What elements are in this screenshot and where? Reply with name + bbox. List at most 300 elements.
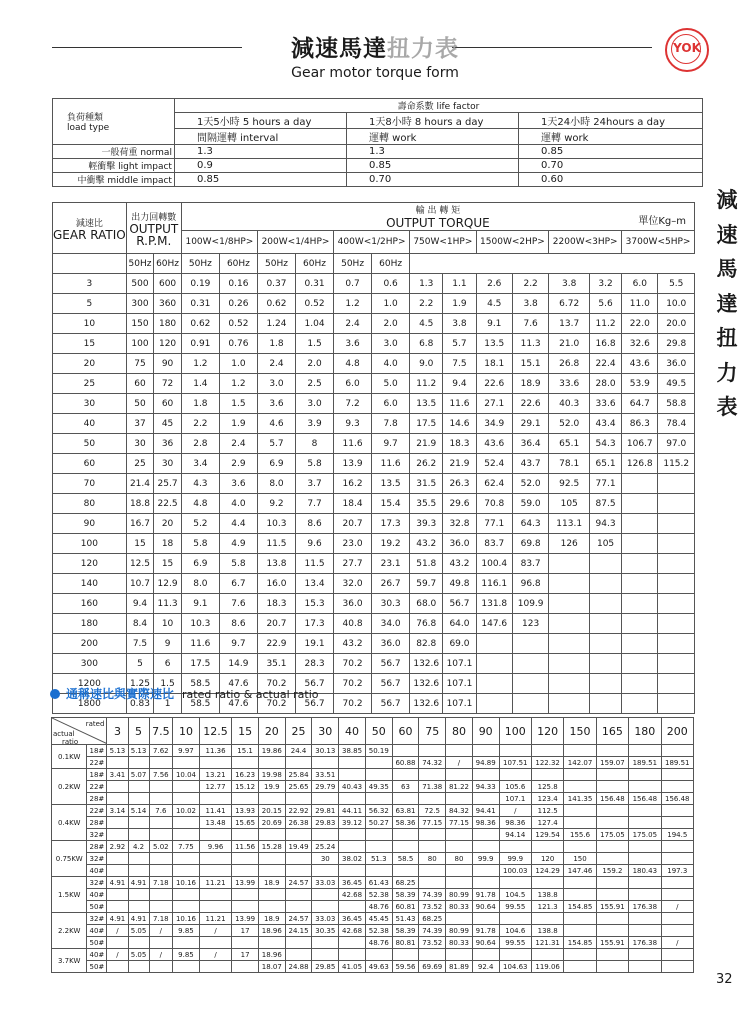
torque-cell: 25: [126, 454, 154, 474]
torque-cell: 0.76: [219, 334, 257, 354]
torque-cell: 10.0: [658, 294, 695, 314]
actual-ratio-cell: [564, 949, 596, 961]
gear-ratio-cell: 1800: [53, 694, 127, 714]
actual-ratio-cell: 18.9: [258, 877, 285, 889]
torque-cell: [590, 654, 622, 674]
torque-cell: 70.2: [334, 654, 372, 674]
torque-cell: 64.7: [622, 394, 658, 414]
torque-cell: 59.7: [410, 574, 443, 594]
torque-cell: [622, 614, 658, 634]
torque-cell: 64.0: [443, 614, 476, 634]
torque-cell: 126.8: [622, 454, 658, 474]
torque-cell: 105: [590, 534, 622, 554]
actual-ratio-cell: 189.51: [629, 757, 661, 769]
torque-cell: 87.5: [590, 494, 622, 514]
actual-ratio-cell: 7.18: [149, 913, 173, 925]
vertical-title-char: 表: [716, 395, 738, 419]
actual-ratio-cell: 38.02: [339, 853, 366, 865]
torque-cell: 36.0: [443, 534, 476, 554]
torque-cell: 1.5: [154, 674, 182, 694]
actual-ratio-cell: 56.32: [365, 805, 392, 817]
torque-cell: [622, 634, 658, 654]
torque-cell: 132.6: [410, 674, 443, 694]
frame-size: 22#: [87, 781, 107, 793]
vertical-title-char: 減: [716, 188, 738, 212]
rated-ratio-header: 180: [629, 718, 661, 745]
frame-size: 22#: [87, 757, 107, 769]
torque-cell: 4.5: [476, 294, 512, 314]
actual-ratio-cell: [629, 853, 661, 865]
actual-ratio-cell: 42.68: [339, 925, 366, 937]
actual-ratio-cell: 58.36: [392, 817, 419, 829]
rated-ratio-header: 120: [531, 718, 563, 745]
rated-ratio-header: 150: [564, 718, 596, 745]
torque-cell: 1.2: [181, 354, 219, 374]
torque-cell: 94.3: [590, 514, 622, 534]
torque-cell: 7.8: [372, 414, 410, 434]
torque-cell: 23.0: [334, 534, 372, 554]
actual-ratio-cell: 5.05: [128, 949, 149, 961]
actual-ratio-cell: 80: [419, 853, 446, 865]
torque-cell: 18.3: [443, 434, 476, 454]
torque-row: [53, 354, 695, 374]
torque-cell: 40.8: [334, 614, 372, 634]
actual-ratio-cell: [258, 829, 285, 841]
torque-cell: 6.7: [219, 574, 257, 594]
actual-ratio-cell: [392, 949, 419, 961]
actual-ratio-cell: [629, 913, 661, 925]
actual-ratio-cell: 11.36: [199, 745, 231, 757]
torque-cell: 62.4: [476, 474, 512, 494]
torque-cell: 29.6: [443, 494, 476, 514]
actual-ratio-cell: 38.85: [339, 745, 366, 757]
torque-cell: 11.6: [181, 634, 219, 654]
actual-ratio-cell: 18.9: [258, 913, 285, 925]
actual-ratio-cell: [285, 757, 312, 769]
gear-ratio-cell: 180: [53, 614, 127, 634]
torque-row: [53, 414, 695, 434]
torque-cell: [590, 634, 622, 654]
torque-cell: 19.1: [296, 634, 334, 654]
torque-cell: 10.3: [181, 614, 219, 634]
actual-ratio-cell: 49.35: [365, 781, 392, 793]
actual-ratio-cell: [531, 745, 563, 757]
actual-ratio-cell: [312, 757, 339, 769]
torque-cell: 2.4: [219, 434, 257, 454]
actual-ratio-cell: 19.98: [258, 769, 285, 781]
actual-ratio-cell: [661, 877, 693, 889]
torque-row: [53, 314, 695, 334]
torque-row: [53, 574, 695, 594]
torque-cell: 32.8: [443, 514, 476, 534]
actual-ratio-cell: [629, 817, 661, 829]
torque-cell: 7.2: [334, 394, 372, 414]
torque-cell: 21.9: [410, 434, 443, 454]
torque-cell: 131.8: [476, 594, 512, 614]
actual-ratio-cell: /: [107, 949, 128, 961]
torque-cell: 56.7: [296, 674, 334, 694]
ratio-hz-blank: [53, 254, 127, 274]
torque-cell: 113.1: [549, 514, 590, 534]
torque-cell: 1.9: [443, 294, 476, 314]
torque-cell: 72: [154, 374, 182, 394]
actual-ratio-cell: 156.48: [661, 793, 693, 805]
actual-ratio-cell: [661, 949, 693, 961]
actual-ratio-cell: [128, 757, 149, 769]
life-factor-header: 壽命系數 life factor: [174, 99, 702, 113]
torque-cell: 30: [154, 454, 182, 474]
actual-ratio-cell: [199, 757, 231, 769]
actual-ratio-cell: 18.07: [258, 961, 285, 973]
torque-cell: 18.1: [476, 354, 512, 374]
actual-ratio-cell: [661, 817, 693, 829]
actual-ratio-cell: [107, 853, 128, 865]
ratio-row: [52, 961, 694, 973]
actual-ratio-cell: 125.8: [531, 781, 563, 793]
gear-ratio-cell: 40: [53, 414, 127, 434]
actual-ratio-cell: 60.88: [392, 757, 419, 769]
actual-ratio-cell: [661, 961, 693, 973]
actual-ratio-cell: 69.69: [419, 961, 446, 973]
torque-cell: 3.8: [549, 274, 590, 294]
torque-cell: 50: [126, 394, 154, 414]
frame-size: 40#: [87, 865, 107, 877]
ratio-row: [52, 781, 694, 793]
actual-ratio-cell: 4.91: [107, 913, 128, 925]
torque-cell: [622, 654, 658, 674]
torque-cell: 11.2: [410, 374, 443, 394]
torque-cell: 53.9: [622, 374, 658, 394]
gear-ratio-cell: 25: [53, 374, 127, 394]
torque-cell: 9: [154, 634, 182, 654]
frame-size: 50#: [87, 901, 107, 913]
actual-ratio-cell: 10.16: [173, 913, 200, 925]
hz-header: 50Hz: [126, 254, 154, 274]
actual-ratio-cell: 99.9: [499, 853, 531, 865]
gear-ratio-cell: 30: [53, 394, 127, 414]
torque-cell: 5.7: [257, 434, 295, 454]
actual-ratio-cell: [149, 961, 173, 973]
actual-ratio-cell: 2.92: [107, 841, 128, 853]
actual-ratio-cell: 176.38: [629, 901, 661, 913]
actual-ratio-cell: 13.21: [199, 769, 231, 781]
gear-ratio-cell: 140: [53, 574, 127, 594]
actual-ratio-cell: 41.05: [339, 961, 366, 973]
actual-ratio-cell: 5.14: [128, 805, 149, 817]
torque-cell: [549, 574, 590, 594]
rated-ratio-header: 100: [499, 718, 531, 745]
actual-ratio-cell: [629, 745, 661, 757]
actual-ratio-cell: 155.91: [596, 937, 628, 949]
actual-ratio-cell: [472, 769, 499, 781]
torque-cell: [590, 594, 622, 614]
actual-ratio-cell: 30: [312, 853, 339, 865]
actual-ratio-cell: [149, 901, 173, 913]
torque-cell: [590, 614, 622, 634]
torque-cell: 3.0: [296, 394, 334, 414]
torque-cell: 18.4: [334, 494, 372, 514]
actual-ratio-cell: /: [149, 925, 173, 937]
actual-ratio-cell: 15.28: [258, 841, 285, 853]
actual-ratio-cell: 197.3: [661, 865, 693, 877]
actual-ratio-cell: [531, 949, 563, 961]
torque-cell: 6.0: [622, 274, 658, 294]
actual-ratio-cell: 25.65: [285, 781, 312, 793]
output-rpm-header: 出力回轉數 OUTPUT R.P.M.: [126, 203, 181, 254]
actual-ratio-cell: [365, 949, 392, 961]
rated-ratio-header: 10: [173, 718, 200, 745]
torque-cell: 1.2: [334, 294, 372, 314]
load-factor-value: 0.60: [519, 173, 703, 187]
vertical-title-char: 馬: [716, 257, 738, 281]
actual-ratio-cell: [232, 901, 259, 913]
torque-cell: 115.2: [658, 454, 695, 474]
torque-cell: 107.1: [443, 674, 476, 694]
torque-cell: 6: [154, 654, 182, 674]
actual-ratio-cell: [258, 889, 285, 901]
actual-ratio-cell: 156.48: [629, 793, 661, 805]
torque-cell: [590, 554, 622, 574]
actual-ratio-cell: [446, 877, 473, 889]
torque-cell: 10.7: [126, 574, 154, 594]
torque-cell: 6.9: [257, 454, 295, 474]
ratio-row: [52, 853, 694, 865]
actual-ratio-cell: 13.99: [232, 913, 259, 925]
gear-ratio-cell: 80: [53, 494, 127, 514]
page-header: [0, 0, 750, 96]
gear-ratio-cell: 300: [53, 654, 127, 674]
frame-size: 32#: [87, 853, 107, 865]
torque-cell: 107.1: [443, 654, 476, 674]
actual-ratio-cell: 129.54: [531, 829, 563, 841]
actual-ratio-cell: [564, 781, 596, 793]
frame-size: 28#: [87, 817, 107, 829]
gear-ratio-cell: 200: [53, 634, 127, 654]
kw-label: 0.1KW: [52, 745, 87, 769]
actual-ratio-cell: [472, 745, 499, 757]
torque-cell: 4.0: [372, 354, 410, 374]
actual-ratio-cell: 94.89: [472, 757, 499, 769]
torque-cell: 7.6: [512, 314, 548, 334]
actual-ratio-cell: 100.03: [499, 865, 531, 877]
actual-ratio-cell: 73.52: [419, 937, 446, 949]
actual-ratio-cell: [258, 937, 285, 949]
page-subtitle: Gear motor torque form: [291, 65, 459, 81]
load-factor-value: 0.9: [174, 159, 346, 173]
torque-row: [53, 374, 695, 394]
load-factor-table: [52, 98, 703, 187]
torque-cell: 92.5: [549, 474, 590, 494]
actual-ratio-cell: [312, 901, 339, 913]
torque-cell: 12.9: [154, 574, 182, 594]
torque-cell: 3.6: [334, 334, 372, 354]
actual-ratio-cell: [472, 913, 499, 925]
actual-ratio-cell: [285, 937, 312, 949]
actual-ratio-cell: /: [499, 805, 531, 817]
torque-cell: 18: [154, 534, 182, 554]
torque-cell: 5.2: [181, 514, 219, 534]
torque-cell: 6.72: [549, 294, 590, 314]
actual-ratio-cell: 51.3: [365, 853, 392, 865]
actual-ratio-cell: 50.19: [365, 745, 392, 757]
load-factor-value: 0.85: [174, 173, 346, 187]
torque-cell: 2.2: [512, 274, 548, 294]
page-number: 32: [716, 972, 733, 987]
ratio-row: [52, 949, 694, 961]
gear-ratio-cell: 70: [53, 474, 127, 494]
rated-ratio-header: 165: [596, 718, 628, 745]
actual-ratio-cell: 58.39: [392, 925, 419, 937]
torque-cell: 70.2: [334, 674, 372, 694]
torque-cell: 15.3: [296, 594, 334, 614]
kw-label: 0.75KW: [52, 841, 87, 877]
torque-cell: 17.3: [296, 614, 334, 634]
actual-ratio-cell: [312, 829, 339, 841]
actual-ratio-cell: [472, 877, 499, 889]
torque-cell: 40.3: [549, 394, 590, 414]
torque-cell: 4.8: [334, 354, 372, 374]
actual-ratio-cell: [564, 961, 596, 973]
actual-ratio-cell: [149, 889, 173, 901]
torque-cell: 4.4: [219, 514, 257, 534]
torque-cell: 58.5: [181, 674, 219, 694]
torque-cell: 107.1: [443, 694, 476, 714]
torque-row: [53, 394, 695, 414]
torque-cell: 14.9: [219, 654, 257, 674]
actual-ratio-cell: [446, 793, 473, 805]
actual-ratio-cell: [661, 805, 693, 817]
actual-ratio-cell: 26.38: [285, 817, 312, 829]
actual-ratio-cell: 13.99: [232, 877, 259, 889]
torque-cell: [622, 674, 658, 694]
actual-ratio-cell: 84.32: [446, 805, 473, 817]
torque-cell: 1.4: [181, 374, 219, 394]
actual-ratio-cell: [149, 853, 173, 865]
frame-size: 40#: [87, 925, 107, 937]
torque-cell: 21.4: [126, 474, 154, 494]
torque-cell: 3.2: [590, 274, 622, 294]
actual-ratio-cell: 42.68: [339, 889, 366, 901]
ratio-row: [52, 913, 694, 925]
torque-cell: [512, 654, 548, 674]
torque-cell: 8.6: [219, 614, 257, 634]
actual-ratio-cell: [419, 949, 446, 961]
actual-ratio-cell: /: [149, 949, 173, 961]
torque-cell: 45: [154, 414, 182, 434]
actual-ratio-cell: 50.27: [365, 817, 392, 829]
actual-ratio-cell: [661, 925, 693, 937]
actual-ratio-cell: [661, 913, 693, 925]
actual-ratio-cell: 90.64: [472, 937, 499, 949]
torque-cell: 2.2: [181, 414, 219, 434]
rated-ratio-header: 200: [661, 718, 693, 745]
actual-ratio-cell: 138.8: [531, 925, 563, 937]
actual-ratio-cell: 7.75: [173, 841, 200, 853]
torque-cell: 28.0: [590, 374, 622, 394]
torque-table: [52, 202, 695, 714]
torque-cell: 56.7: [372, 674, 410, 694]
actual-ratio-cell: [596, 769, 628, 781]
torque-cell: [622, 594, 658, 614]
frame-size: 32#: [87, 877, 107, 889]
torque-cell: 14.6: [443, 414, 476, 434]
actual-ratio-cell: 138.8: [531, 889, 563, 901]
actual-ratio-cell: 25.24: [312, 841, 339, 853]
actual-ratio-cell: [339, 769, 366, 781]
actual-ratio-cell: 40.43: [339, 781, 366, 793]
ratio-row: [52, 841, 694, 853]
actual-ratio-cell: [149, 865, 173, 877]
ratio-row: [52, 925, 694, 937]
actual-ratio-cell: [128, 817, 149, 829]
actual-ratio-cell: 74.39: [419, 889, 446, 901]
actual-ratio-cell: [392, 793, 419, 805]
mode-cell: 運轉 work: [519, 129, 703, 145]
mode-cell: 運轉 work: [346, 129, 518, 145]
actual-ratio-cell: 98.36: [472, 817, 499, 829]
actual-ratio-cell: 29.83: [312, 817, 339, 829]
torque-cell: 13.4: [296, 574, 334, 594]
actual-ratio-cell: 58.39: [392, 889, 419, 901]
torque-cell: 0.52: [296, 294, 334, 314]
torque-cell: 123: [512, 614, 548, 634]
actual-ratio-cell: [596, 949, 628, 961]
torque-cell: 5.7: [443, 334, 476, 354]
vertical-title-char: 力: [716, 360, 738, 385]
torque-cell: 58.5: [181, 694, 219, 714]
torque-cell: 600: [154, 274, 182, 294]
hz-header: 50Hz: [334, 254, 372, 274]
actual-ratio-cell: 80.99: [446, 925, 473, 937]
actual-ratio-cell: [199, 793, 231, 805]
torque-row: [53, 434, 695, 454]
actual-ratio-cell: [312, 889, 339, 901]
actual-ratio-cell: [446, 865, 473, 877]
actual-ratio-cell: 155.91: [596, 901, 628, 913]
actual-ratio-cell: 7.62: [149, 745, 173, 757]
actual-ratio-cell: 7.6: [149, 805, 173, 817]
torque-cell: 11.6: [334, 434, 372, 454]
actual-ratio-cell: [128, 793, 149, 805]
torque-cell: 11.3: [512, 334, 548, 354]
torque-cell: 2.2: [410, 294, 443, 314]
actual-ratio-cell: 18.96: [258, 949, 285, 961]
actual-ratio-cell: [199, 853, 231, 865]
actual-ratio-cell: [446, 745, 473, 757]
actual-ratio-cell: [419, 841, 446, 853]
actual-ratio-cell: [419, 793, 446, 805]
actual-ratio-cell: [285, 853, 312, 865]
torque-cell: 22.0: [622, 314, 658, 334]
torque-cell: 9.0: [410, 354, 443, 374]
actual-ratio-cell: [232, 889, 259, 901]
load-row: [53, 173, 703, 187]
actual-ratio-cell: 4.91: [128, 877, 149, 889]
torque-cell: 2.4: [257, 354, 295, 374]
torque-cell: 32.6: [622, 334, 658, 354]
actual-ratio-cell: 49.63: [365, 961, 392, 973]
torque-cell: 35.1: [257, 654, 295, 674]
torque-cell: 52.4: [476, 454, 512, 474]
ratio-row: [52, 829, 694, 841]
torque-cell: 1.5: [296, 334, 334, 354]
actual-ratio-cell: [392, 769, 419, 781]
torque-cell: 8.0: [181, 574, 219, 594]
torque-cell: 33.6: [590, 394, 622, 414]
actual-ratio-cell: [107, 793, 128, 805]
actual-ratio-cell: 124.29: [531, 865, 563, 877]
torque-cell: 36.0: [334, 594, 372, 614]
